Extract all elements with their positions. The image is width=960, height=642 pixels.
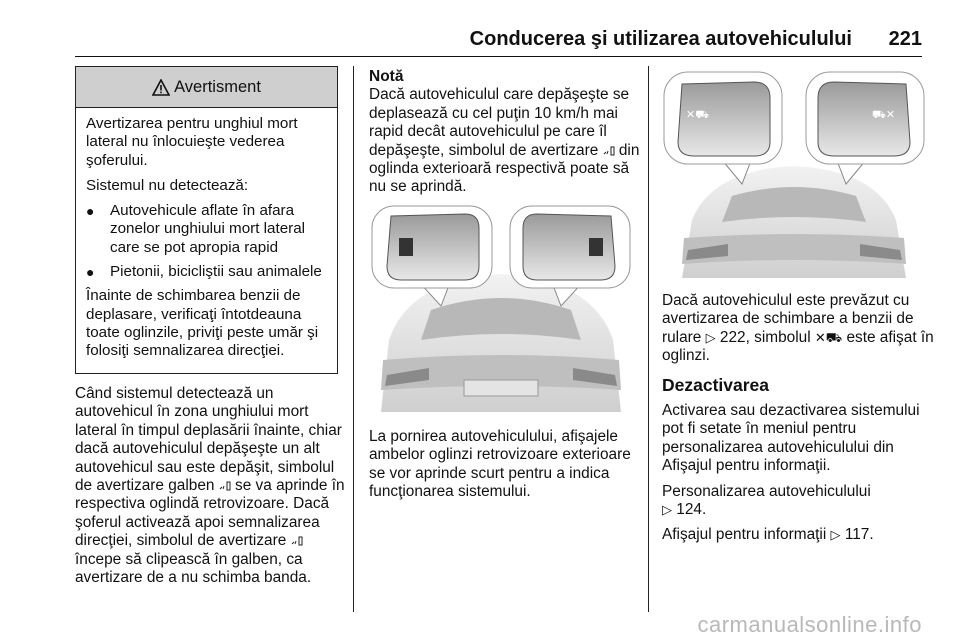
page-reference[interactable]: 117 [844, 526, 870, 544]
list-item-text: Pietonii, bicicliştii sau animalele [110, 263, 322, 281]
page-reference-arrow-icon: ▷ [705, 329, 716, 345]
note-paragraph: Dacă autovehiculul care depăşeşte se deplasează cu cel puţin 10 km/h mai rapid decât autovehiculul pe care îl depăşeşte, simbolul de avertizare din oglinda exterioară respectivă poate să nu se aprindă. [369, 86, 640, 196]
bullet-icon: ● [86, 264, 95, 281]
column-divider-2 [648, 66, 649, 612]
svg-text:⛟✕: ⛟✕ [872, 108, 896, 121]
blind-spot-warning-icon [603, 144, 615, 156]
blind-spot-warning-icon [219, 479, 231, 491]
list-item [86, 202, 329, 257]
warning-triangle-icon [152, 79, 170, 96]
mirror-car-illustration [369, 200, 633, 412]
page-reference[interactable]: 124 [676, 501, 702, 519]
warning-paragraph: Înainte de schimbarea benzii de deplasare, verificaţi întotdeauna toate oglinzile, priviţi peste umăr şi folosiţi semnalizarea direcţiei. [86, 287, 319, 360]
column-divider-1 [353, 66, 354, 612]
mirror-illustration-lane-change [662, 70, 926, 278]
warning-box [75, 66, 338, 374]
body-paragraph: Când sistemul detectează un autovehicul în zona unghiului mort lateral în timpul deplasării înainte, chiar dacă autovehiculul depăşeşte un alt autovehicul sau este depăşit, simbolul de avertizare galben se va aprinde în respectiva oglindă retrovizoare. Dacă şoferul activează apoi semnalizarea direcţiei, simbolul de avertizare începe să clipească în galben, ca avertizare de a nu schimba banda. [75, 385, 345, 587]
body-paragraph: Dacă autovehiculul este prevăzut cu avertizarea de schimbare a benzii de rulare ▷ 222, simbolul ✕⛟ este afişat în oglinzi. [662, 292, 934, 365]
note-title: Notă [369, 68, 404, 85]
bullet-icon: ● [86, 203, 95, 220]
list-item-text: Autovehicule aflate în afara zonelor unghiului mort lateral care se pot apropia rapid [110, 202, 306, 256]
illustration-caption [369, 428, 641, 509]
warning-title: Avertisment [174, 77, 261, 96]
body-paragraph: Activarea sau dezactivarea sistemului pot fi setate în meniul pentru personalizarea autovehiculului din Afişajul pentru informaţii. [662, 402, 920, 475]
warning-header [76, 67, 337, 108]
page-reference[interactable]: 222 [719, 328, 746, 346]
column-1-text [75, 385, 347, 594]
list-item [86, 263, 329, 281]
warning-paragraph: Avertizarea pentru unghiul mort lateral nu înlocuieşte vederea şoferului. [86, 115, 298, 169]
note-block [369, 68, 641, 204]
watermark: carmanualsonline.info [697, 612, 922, 637]
page-number: 221 [888, 28, 922, 50]
lane-change-warning-icon: ✕⛟ [814, 329, 843, 345]
warning-paragraph: Sistemul nu detectează: [86, 176, 249, 194]
page-header [75, 28, 922, 57]
page-reference-arrow-icon: ▷ [830, 527, 841, 543]
body-paragraph: Personalizarea autovehiculului ▷ 124. [662, 482, 871, 519]
warning-body [76, 108, 337, 361]
blind-spot-warning-icon [291, 534, 303, 546]
mirror-illustration-startup [369, 200, 633, 412]
section-title: Dezactivarea [662, 374, 770, 395]
page-title: Conducerea şi utilizarea autovehiculului [469, 28, 852, 50]
column-3-text [662, 292, 934, 552]
svg-text:✕⛟: ✕⛟ [686, 108, 710, 121]
page-reference-arrow-icon: ▷ [662, 502, 672, 518]
mirror-car-illustration [662, 70, 926, 278]
caption-text: La pornirea autovehiculului, afişajele ambelor oglinzi retrovizoare exterioare se vor aprinde scurt pentru a indica funcţionarea sistemului. [369, 428, 631, 501]
body-paragraph: Afişajul pentru informaţii ▷ 117. [662, 526, 874, 544]
